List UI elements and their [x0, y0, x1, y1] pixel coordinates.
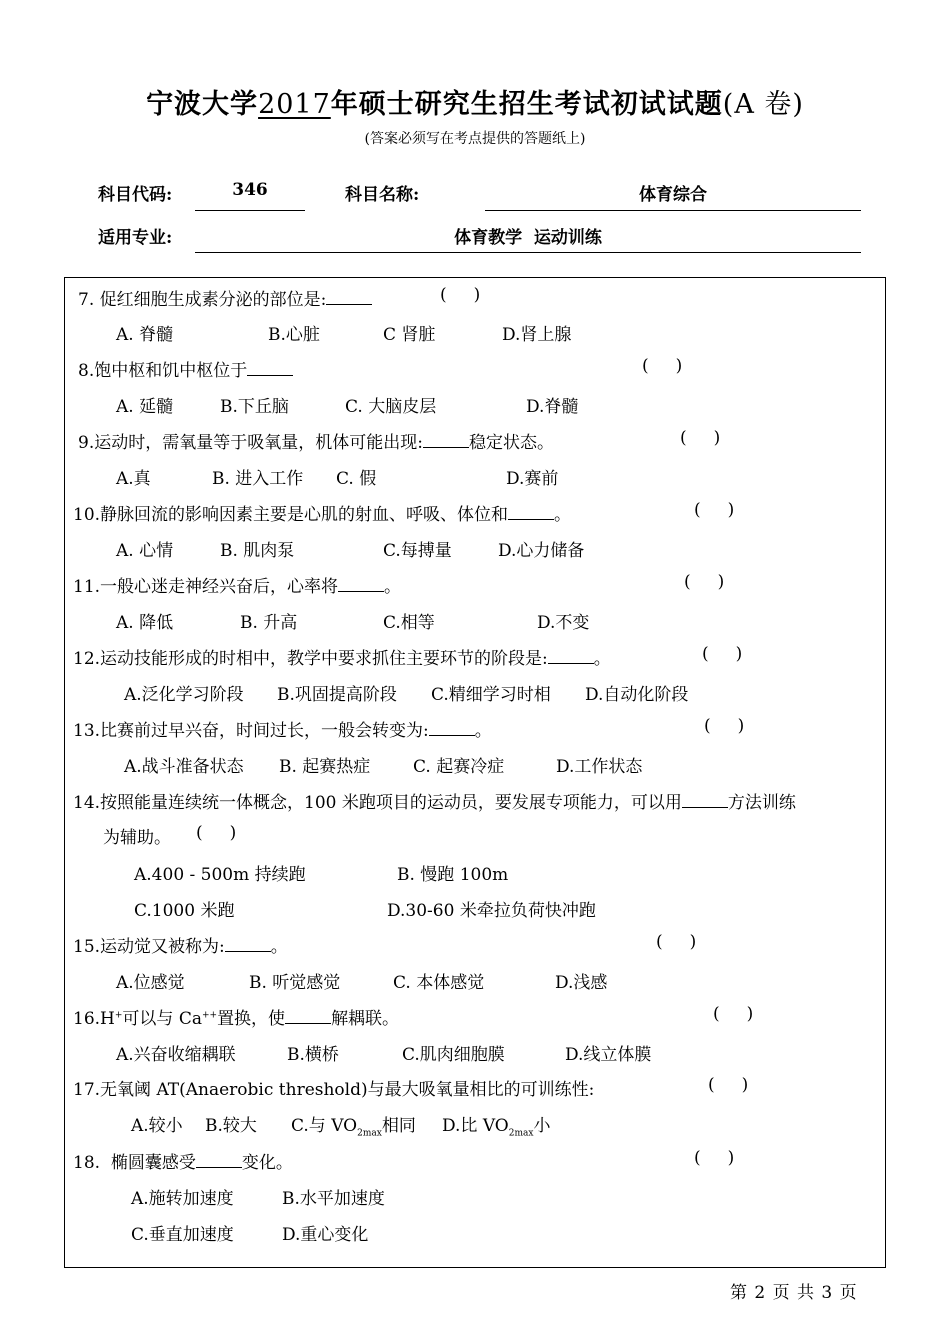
option-a: A.较小 [131, 1116, 183, 1136]
superscript-plusplus: ++ [201, 1010, 218, 1021]
title-paren: (A 卷) [722, 89, 804, 120]
option-b: B.巩固提高阶段 [277, 685, 397, 705]
answer-paren: ( ) [704, 716, 745, 736]
question-12 [73, 644, 611, 669]
option-d: D.30-60 米牵拉负荷快冲跑 [387, 901, 596, 921]
answer-blank [548, 649, 594, 664]
question-stem: 7. 促红细胞生成素分泌的部位是: [78, 290, 327, 310]
option-a: A.兴奋收缩耦联 [116, 1045, 236, 1065]
answer-paren: ( ) [684, 572, 725, 592]
question-stem-line2: 为辅助。 [103, 828, 171, 848]
option-a: A.400 - 500m 持续跑 [134, 865, 306, 885]
option-c-tail: 相同 [381, 1116, 416, 1136]
answer-paren: ( ) [694, 500, 735, 520]
option-a: A. 心情 [116, 541, 174, 561]
option-d: D.心力储备 [498, 541, 585, 561]
option-d-tail: 小 [533, 1116, 551, 1136]
option-d: D.赛前 [506, 469, 559, 489]
major-label: 适用专业: [98, 228, 173, 248]
option-d: D.脊髓 [526, 397, 579, 417]
answer-paren: ( ) [440, 285, 481, 305]
option-c: C. 本体感觉 [393, 973, 485, 993]
option-c: C.每搏量 [383, 541, 452, 561]
answer-blank [326, 290, 372, 305]
question-stem: 15.运动觉又被称为: [73, 937, 225, 957]
option-c: C. 假 [336, 469, 377, 489]
option-c: C.肌肉细胞膜 [402, 1045, 505, 1065]
answer-blank [429, 721, 475, 736]
option-b: B. 升高 [240, 613, 298, 633]
subject-value: 体育综合 [639, 185, 707, 205]
option-c: C.1000 米跑 [134, 901, 235, 921]
option-b: B.较大 [205, 1116, 257, 1136]
title-suffix: 年硕士研究生招生考试初试试题 [330, 89, 723, 120]
superscript-plus: + [114, 1010, 123, 1021]
question-17 [73, 1075, 594, 1100]
option-d: D.浅感 [555, 973, 608, 993]
question-16 [73, 1004, 399, 1029]
question-stem: 12.运动技能形成的时相中，教学中要求抓住主要环节的阶段是: [73, 649, 548, 669]
subject-underline [485, 210, 861, 211]
question-stem: 18. 椭圆囊感受 [73, 1153, 196, 1173]
question-stem: 8.饱中枢和饥中枢位于 [78, 361, 248, 381]
option-d: D.重心变化 [282, 1225, 369, 1245]
option-b: B. 肌肉泵 [220, 541, 295, 561]
question-stem-end: 稳定状态。 [468, 433, 554, 453]
answer-paren: ( ) [680, 428, 721, 448]
question-stem: 16.H [73, 1009, 115, 1029]
answer-blank [285, 1009, 331, 1024]
code-label: 科目代码: [98, 185, 173, 205]
option-c: C. 起赛冷症 [413, 757, 505, 777]
question-stem-end: 解耦联。 [331, 1009, 400, 1029]
question-stem: 13.比赛前过早兴奋，时间过长，一般会转变为: [73, 721, 429, 741]
option-d: D.不变 [537, 613, 590, 633]
option-c: C. 大脑皮层 [345, 397, 437, 417]
answer-paren: ( ) [656, 932, 697, 952]
question-stem-end: 方法训练 [727, 793, 796, 813]
option-d [442, 1111, 550, 1138]
title-year: 2017 [258, 89, 331, 120]
question-stem: 11.一般心迷走神经兴奋后，心率将 [73, 577, 339, 597]
question-stem: 9.运动时，需氧量等于吸氧量，机体可能出现: [78, 433, 423, 453]
code-underline [195, 210, 305, 211]
question-8 [78, 356, 293, 381]
option-d: D.线立体膜 [565, 1045, 652, 1065]
option-c: C 肾脏 [383, 325, 436, 345]
option-d: D.工作状态 [556, 757, 643, 777]
question-stem-end: 。 [384, 577, 402, 597]
answer-blank [225, 937, 271, 952]
option-c: C.垂直加速度 [131, 1225, 234, 1245]
option-c [291, 1111, 416, 1138]
question-14 [73, 788, 796, 813]
option-a: A.施转加速度 [131, 1189, 234, 1209]
question-stem: 14.按照能量连续统一体概念，100 米跑项目的运动员，要发展专项能力，可以用 [73, 793, 682, 813]
subscript-2max: 2max [508, 1128, 534, 1139]
exam-title [0, 82, 950, 121]
subject-label: 科目名称: [345, 185, 420, 205]
question-11 [73, 572, 401, 597]
option-b: B.水平加速度 [282, 1189, 385, 1209]
option-b: B. 慢跑 100m [397, 865, 509, 885]
answer-paren: ( ) [694, 1148, 735, 1168]
question-stem-mid: 可以与 Ca [122, 1009, 202, 1029]
option-d: D.肾上腺 [502, 325, 572, 345]
option-b: B.心脏 [268, 325, 320, 345]
question-14-line2 [103, 823, 171, 848]
option-a: A. 降低 [116, 613, 174, 633]
option-a: A.泛化学习阶段 [124, 685, 244, 705]
option-a: A.位感觉 [116, 973, 185, 993]
major-value: 体育教学 运动训练 [454, 228, 602, 248]
option-b: B.下丘脑 [220, 397, 289, 417]
option-a: A. 延髓 [116, 397, 174, 417]
option-c-text: C.与 VO [291, 1116, 358, 1136]
subscript-2max: 2max [357, 1128, 382, 1139]
option-b: B. 起赛热症 [279, 757, 371, 777]
question-stem: 17.无氧阈 AT(Anaerobic threshold)与最大吸氧量相比的可训练性: [73, 1080, 595, 1100]
question-stem: 10.静脉回流的影响因素主要是心肌的射血、呼吸、体位和 [73, 505, 509, 525]
option-d-text: D.比 VO [442, 1116, 509, 1136]
answer-paren: ( ) [642, 356, 683, 376]
answer-paren: ( ) [708, 1075, 749, 1095]
question-15 [73, 932, 288, 957]
instruction-note: (答案必须写在考点提供的答题纸上) [364, 131, 586, 147]
option-b: B.横桥 [287, 1045, 339, 1065]
question-stem-end: 。 [474, 721, 492, 741]
option-a: A. 脊髓 [116, 325, 174, 345]
answer-blank [423, 433, 469, 448]
option-b: B. 听觉感觉 [249, 973, 341, 993]
question-stem-end: 变化。 [241, 1153, 293, 1173]
option-d: D.自动化阶段 [585, 685, 689, 705]
option-c: C.相等 [383, 613, 435, 633]
question-18 [73, 1148, 293, 1173]
code-value: 346 [232, 180, 268, 200]
answer-blank [338, 577, 384, 592]
question-10 [73, 500, 571, 525]
answer-blank [508, 505, 554, 520]
question-9 [78, 428, 554, 453]
page-number: 第 2 页 共 3 页 [730, 1283, 858, 1303]
option-a: A.战斗准备状态 [124, 757, 244, 777]
question-stem-end: 。 [554, 505, 572, 525]
answer-blank [196, 1153, 242, 1168]
option-b: B. 进入工作 [212, 469, 304, 489]
answer-paren: ( ) [702, 644, 743, 664]
question-stem-end: 。 [593, 649, 611, 669]
question-stem-end: 。 [270, 937, 288, 957]
answer-blank [682, 793, 728, 808]
answer-blank [247, 361, 293, 376]
question-13 [73, 716, 492, 741]
answer-paren: ( ) [196, 823, 237, 843]
answer-paren: ( ) [713, 1004, 754, 1024]
major-underline [195, 252, 861, 253]
question-7 [78, 285, 372, 310]
option-c: C.精细学习时相 [431, 685, 551, 705]
title-prefix: 宁波大学 [146, 89, 259, 120]
question-stem-tail: 置换，使 [217, 1009, 286, 1029]
option-a: A.真 [116, 469, 151, 489]
